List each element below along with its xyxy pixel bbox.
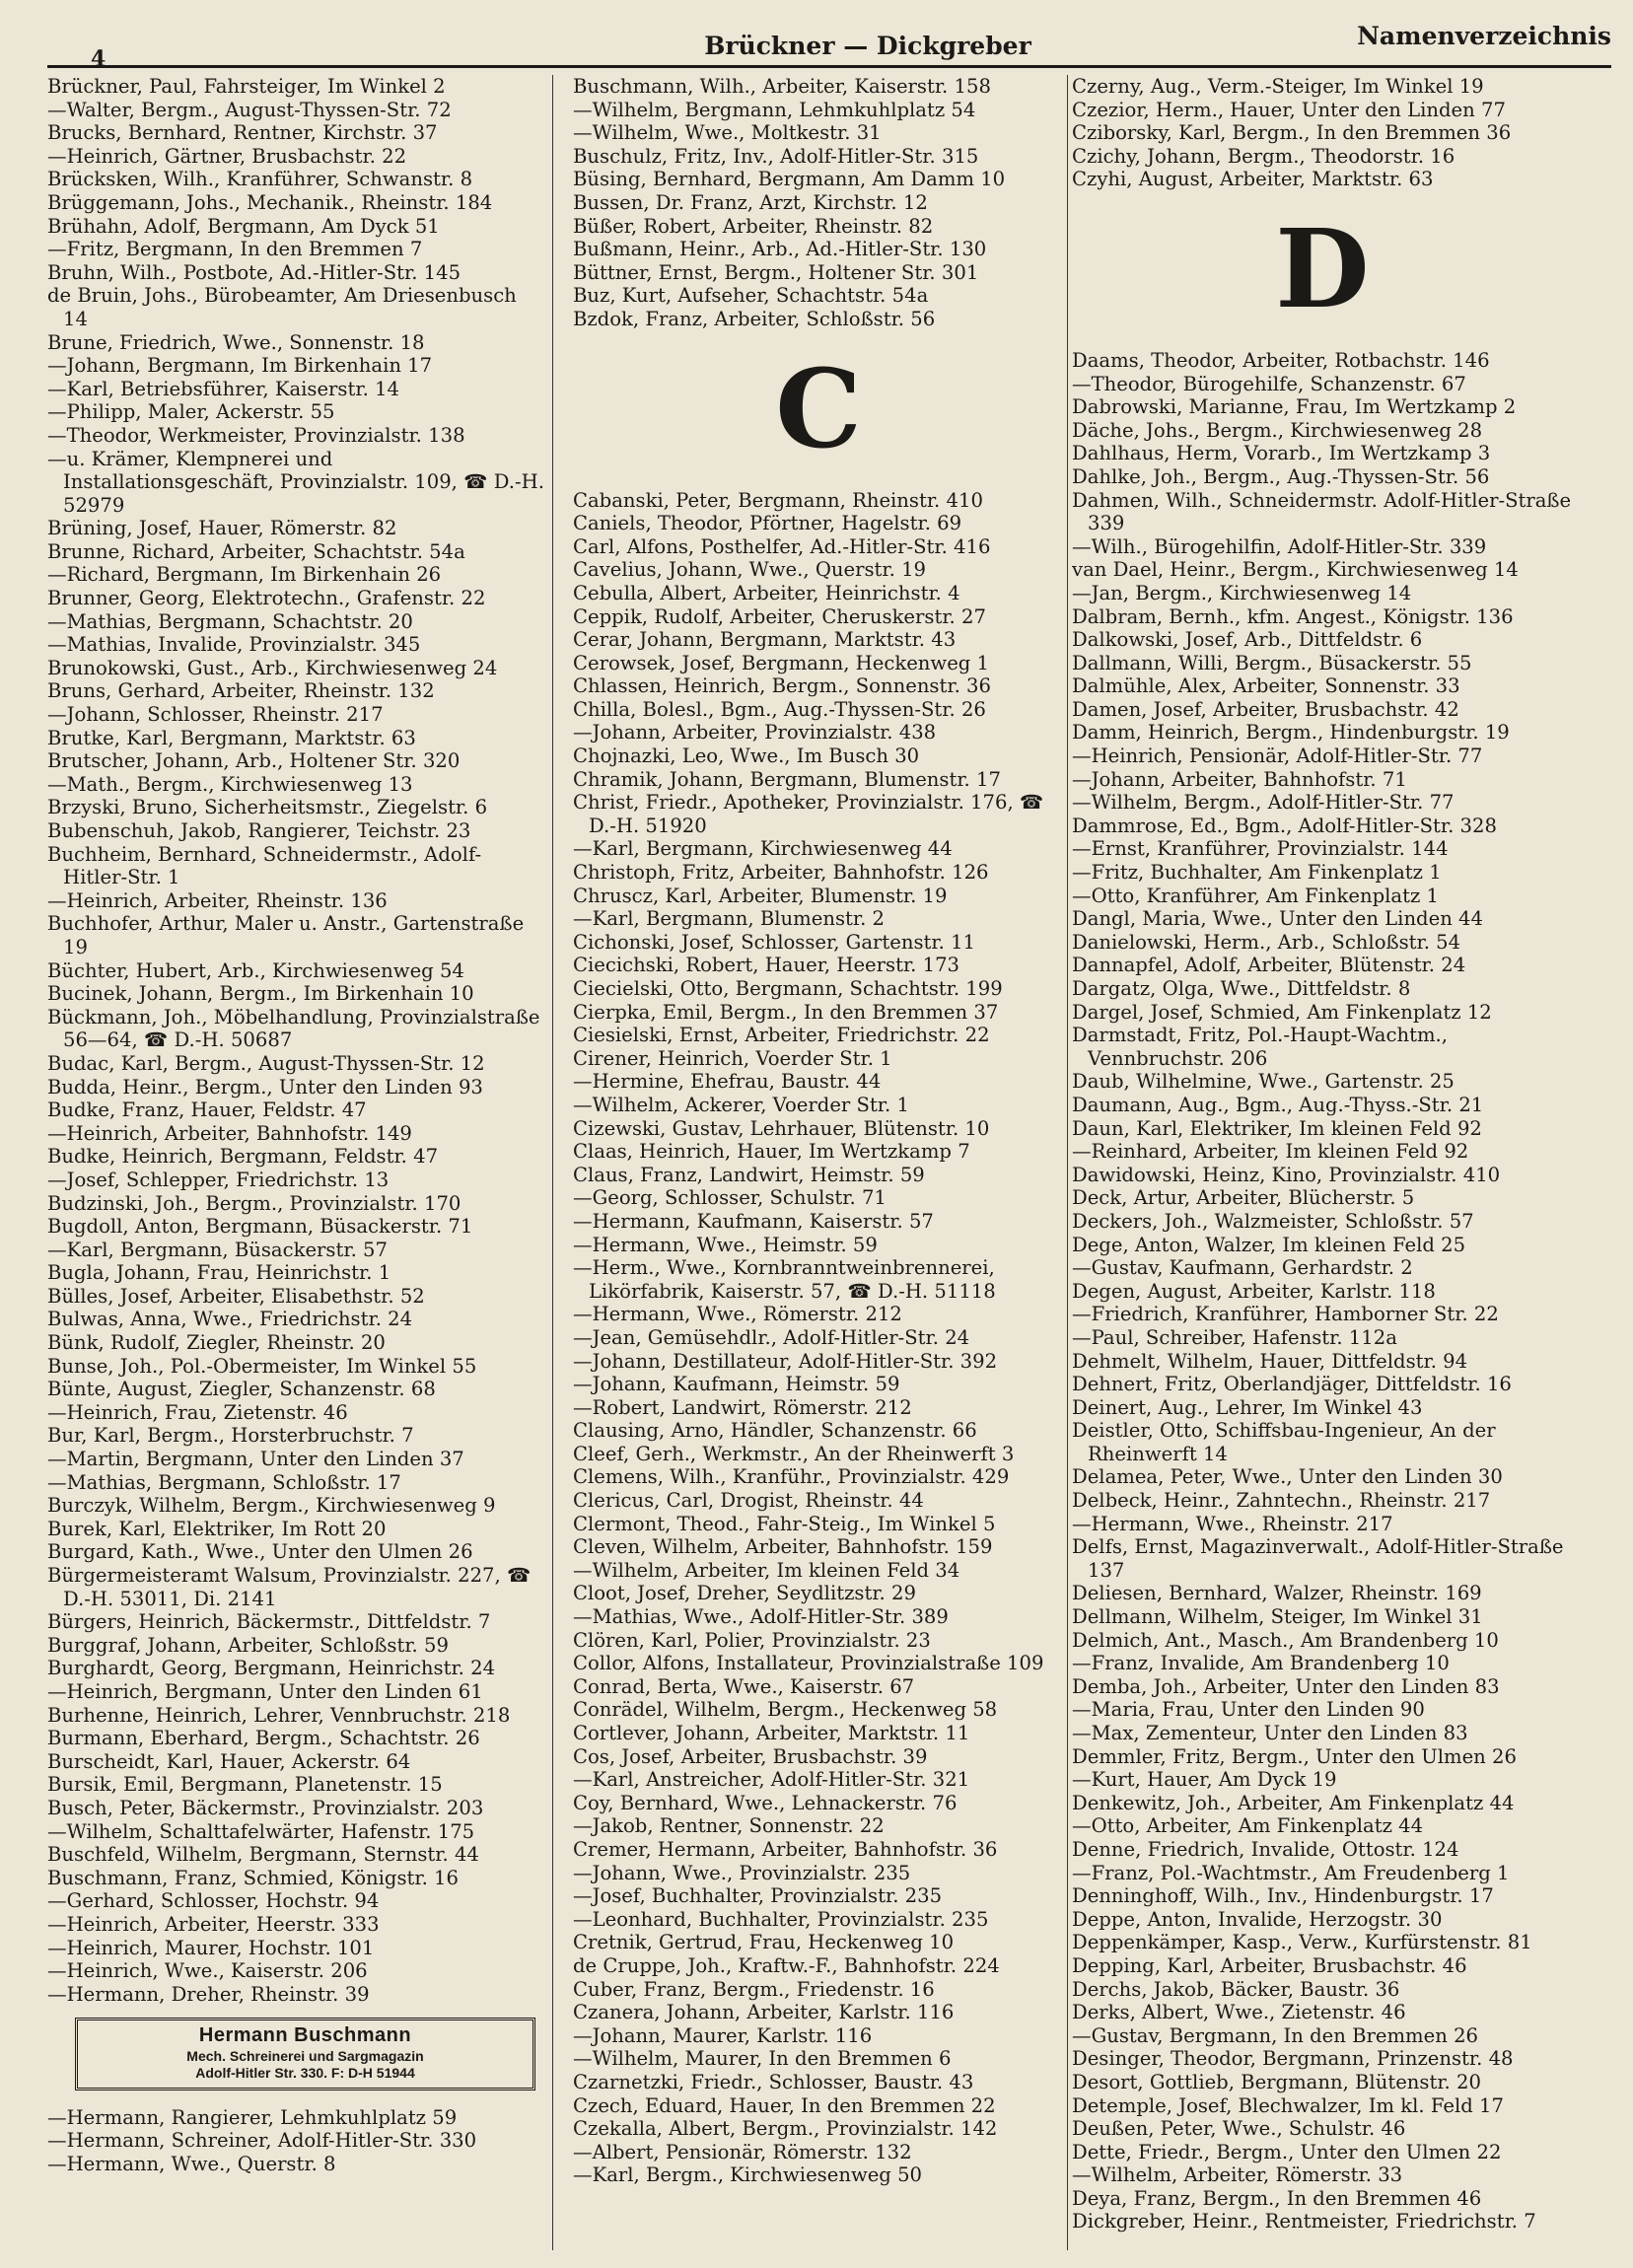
directory-entry: Conrädel, Wilhelm, Bergm., Heckenweg 58 bbox=[573, 1698, 998, 1722]
directory-entry: Clören, Karl, Polier, Provinzialstr. 23 bbox=[573, 1628, 931, 1652]
header-rule bbox=[47, 65, 1611, 68]
directory-entry: —Johann, Kaufmann, Heimstr. 59 bbox=[573, 1373, 900, 1396]
directory-entry: —Johann, Arbeiter, Bahnhofstr. 71 bbox=[1072, 767, 1407, 791]
directory-entry: —Reinhard, Arbeiter, Im kleinen Feld 92 bbox=[1072, 1140, 1469, 1164]
directory-entry: Cizewski, Gustav, Lehrhauer, Blütenstr. 10 bbox=[573, 1116, 990, 1140]
running-head: Brückner — Dickgreber bbox=[704, 32, 1031, 60]
directory-entry: —Johann, Maurer, Karlstr. 116 bbox=[573, 2023, 873, 2047]
directory-entry: Bubenschuh, Jakob, Rangierer, Teichstr. 23 bbox=[47, 819, 471, 842]
directory-entry: Cziborsky, Karl, Bergm., In den Bremmen 36 bbox=[1072, 121, 1512, 145]
section-letter-c: C bbox=[775, 344, 862, 472]
directory-entry: Cortlever, Johann, Arbeiter, Marktstr. 11 bbox=[573, 1722, 970, 1744]
entry-list bbox=[573, 75, 1064, 331]
directory-entry: Brückner, Paul, Fahrsteiger, Im Winkel 2 bbox=[47, 75, 446, 98]
directory-entry: Budac, Karl, Bergm., August-Thyssen-Str. 12 bbox=[47, 1051, 485, 1075]
directory-entry: —Georg, Schlosser, Schulstr. 71 bbox=[573, 1186, 887, 1210]
entry-list bbox=[47, 2106, 545, 2176]
directory-entry: —Albert, Pensionär, Römerstr. 132 bbox=[573, 2140, 912, 2163]
entry-list bbox=[1072, 349, 1573, 2233]
directory-entry: Detemple, Josef, Blechwalzer, Im kl. Feld 17 bbox=[1072, 2093, 1504, 2117]
directory-entry: Claas, Heinrich, Hauer, Im Wertzkamp 7 bbox=[573, 1140, 970, 1164]
directory-entry: Czyhi, August, Arbeiter, Marktstr. 63 bbox=[1072, 168, 1434, 191]
directory-entry: Denne, Friedrich, Invalide, Ottostr. 124 bbox=[1072, 1837, 1459, 1861]
directory-entry: Brühahn, Adolf, Bergmann, Am Dyck 51 bbox=[47, 214, 440, 238]
directory-entry: Czech, Eduard, Hauer, In den Bremmen 22 bbox=[573, 2093, 996, 2117]
directory-entry: Desort, Gottlieb, Bergmann, Blütenstr. 20 bbox=[1072, 2070, 1481, 2093]
directory-entry: van Dael, Heinr., Bergm., Kirchwiesenweg 14 bbox=[1072, 558, 1519, 582]
directory-entry: Demmler, Fritz, Bergm., Unter den Ulmen 26 bbox=[1072, 1744, 1517, 1768]
directory-entry: Brunner, Georg, Elektrotechn., Grafenstr. 22 bbox=[47, 587, 486, 610]
directory-entry: Dege, Anton, Walzer, Im kleinen Feld 25 bbox=[1072, 1233, 1466, 1256]
directory-entry: —Heinrich, Arbeiter, Heerstr. 333 bbox=[47, 1912, 380, 1936]
directory-entry: Büsing, Bernhard, Bergmann, Am Damm 10 bbox=[573, 168, 1006, 191]
directory-entry: Delmich, Ant., Masch., Am Brandenberg 10 bbox=[1072, 1628, 1499, 1652]
directory-entry: Cremer, Hermann, Arbeiter, Bahnhofstr. 36 bbox=[573, 1837, 998, 1861]
directory-entry: Dahlke, Joh., Bergm., Aug.-Thyssen-Str. 56 bbox=[1072, 464, 1490, 488]
directory-entry: Bückmann, Joh., Möbelhandlung, Provinzialstraße 56—64, ☎ D.-H. 50687 bbox=[47, 1005, 540, 1052]
directory-entry: —Walter, Bergm., August-Thyssen-Str. 72 bbox=[47, 98, 452, 121]
directory-entry: Burczyk, Wilhelm, Bergm., Kirchwiesenweg 9 bbox=[47, 1494, 496, 1518]
directory-entry: —Heinrich, Wwe., Kaiserstr. 206 bbox=[47, 1959, 368, 1983]
directory-entry: Bünk, Rudolf, Ziegler, Rheinstr. 20 bbox=[47, 1331, 386, 1355]
directory-entry: Bur, Karl, Bergm., Horsterbruchstr. 7 bbox=[47, 1424, 414, 1448]
directory-entry: Dangl, Maria, Wwe., Unter den Linden 44 bbox=[1072, 907, 1483, 931]
directory-entry: —Theodor, Werkmeister, Provinzialstr. 138 bbox=[47, 423, 465, 447]
directory-entry: Bülles, Josef, Arbeiter, Elisabethstr. 52 bbox=[47, 1284, 425, 1308]
directory-entry: —Maria, Frau, Unter den Linden 90 bbox=[1072, 1698, 1425, 1722]
directory-entry: —Heinrich, Maurer, Hochstr. 101 bbox=[47, 1936, 375, 1959]
directory-entry: Coy, Bernhard, Wwe., Lehnackerstr. 76 bbox=[573, 1791, 958, 1814]
directory-entry: Daub, Wilhelmine, Wwe., Gartenstr. 25 bbox=[1072, 1070, 1455, 1094]
directory-entry: Demba, Joh., Arbeiter, Unter den Linden 83 bbox=[1072, 1674, 1500, 1698]
directory-entry: Büttner, Ernst, Bergm., Holtener Str. 301 bbox=[573, 260, 979, 284]
directory-entry: Cichonski, Josef, Schlosser, Gartenstr. 11 bbox=[573, 930, 976, 954]
directory-entry: —Hermann, Rangierer, Lehmkuhlplatz 59 bbox=[47, 2105, 458, 2129]
column-3 bbox=[1072, 75, 1573, 2264]
directory-entry: Daumann, Aug., Bgm., Aug.-Thyss.-Str. 21 bbox=[1072, 1093, 1484, 1116]
directory-entry: —Wilhelm, Bergmann, Lehmkuhlplatz 54 bbox=[573, 98, 976, 121]
directory-entry: —Mathias, Invalide, Provinzialstr. 345 bbox=[47, 633, 421, 657]
directory-entry: Chojnazki, Leo, Wwe., Im Busch 30 bbox=[573, 744, 920, 768]
directory-entry: —Karl, Bergmann, Kirchwiesenweg 44 bbox=[573, 837, 953, 861]
directory-entry: —Math., Bergm., Kirchwiesenweg 13 bbox=[47, 772, 413, 796]
directory-entry: Bruns, Gerhard, Arbeiter, Rheinstr. 132 bbox=[47, 679, 435, 703]
directory-entry: Brutke, Karl, Bergmann, Marktstr. 63 bbox=[47, 726, 416, 749]
directory-entry: Bzdok, Franz, Arbeiter, Schloßstr. 56 bbox=[573, 307, 936, 330]
directory-entry: —Hermine, Ehefrau, Baustr. 44 bbox=[573, 1070, 882, 1094]
directory-entry: Cierpka, Emil, Bergm., In den Bremmen 37 bbox=[573, 1000, 999, 1024]
directory-entry: Daams, Theodor, Arbeiter, Rotbachstr. 146 bbox=[1072, 348, 1490, 372]
directory-entry: —Martin, Bergmann, Unter den Linden 37 bbox=[47, 1448, 464, 1471]
directory-entry: Dannapfel, Adolf, Arbeiter, Blütenstr. 24 bbox=[1072, 954, 1466, 977]
directory-entry: Brunne, Richard, Arbeiter, Schachtstr. 54a bbox=[47, 539, 465, 563]
directory-entry: —Theodor, Bürogehilfe, Schanzenstr. 67 bbox=[1072, 372, 1466, 395]
directory-entry: Ciesielski, Ernst, Arbeiter, Friedrichstr. 22 bbox=[573, 1024, 990, 1047]
directory-entry: Ciecielski, Otto, Bergmann, Schachtstr. 199 bbox=[573, 977, 1003, 1000]
directory-entry: Dargatz, Olga, Wwe., Dittfeldstr. 8 bbox=[1072, 977, 1411, 1000]
directory-entry: —Gustav, Bergmann, In den Bremmen 26 bbox=[1072, 2023, 1479, 2047]
directory-entry: Czekalla, Albert, Bergm., Provinzialstr. 142 bbox=[573, 2117, 998, 2141]
directory-entry: Budda, Heinr., Bergm., Unter den Linden 93 bbox=[47, 1075, 483, 1099]
directory-entry: Budzinski, Joh., Bergm., Provinzialstr. 170 bbox=[47, 1191, 462, 1215]
column-1 bbox=[47, 75, 545, 2264]
directory-entry: —Josef, Schlepper, Friedrichstr. 13 bbox=[47, 1168, 390, 1191]
directory-entry: Denkewitz, Joh., Arbeiter, Am Finkenplatz 44 bbox=[1072, 1791, 1515, 1814]
directory-entry: Büßer, Robert, Arbeiter, Rheinstr. 82 bbox=[573, 214, 934, 238]
ad-name: Hermann Buschmann bbox=[198, 2024, 412, 2047]
directory-entry: —Karl, Anstreicher, Adolf-Hitler-Str. 321 bbox=[573, 1768, 970, 1792]
directory-entry: —Heinrich, Arbeiter, Bahnhofstr. 149 bbox=[47, 1121, 412, 1145]
directory-entry: Claus, Franz, Landwirt, Heimstr. 59 bbox=[573, 1163, 925, 1186]
directory-entry: Cebulla, Albert, Arbeiter, Heinrichstr. 4 bbox=[573, 581, 960, 604]
directory-entry: —Hermann, Wwe., Rheinstr. 217 bbox=[1072, 1512, 1393, 1535]
directory-entry: Carl, Alfons, Posthelfer, Ad.-Hitler-Str. 416 bbox=[573, 534, 991, 558]
directory-entry: Dallmann, Willi, Bergm., Büsackerstr. 55 bbox=[1072, 651, 1472, 674]
advertisement-box bbox=[75, 2018, 535, 2091]
directory-entry: de Cruppe, Joh., Kraftw.-F., Bahnhofstr. 224 bbox=[573, 1953, 1000, 1977]
directory-entry: Bugla, Johann, Frau, Heinrichstr. 1 bbox=[47, 1261, 391, 1285]
directory-entry: —Josef, Buchhalter, Provinzialstr. 235 bbox=[573, 1884, 943, 1908]
directory-entry: Ciecichski, Robert, Hauer, Heerstr. 173 bbox=[573, 954, 960, 977]
directory-entry: —Hermann, Wwe., Querstr. 8 bbox=[47, 2153, 336, 2176]
directory-entry: Cerar, Johann, Bergmann, Marktstr. 43 bbox=[573, 628, 957, 652]
directory-entry: Danielowski, Herm., Arb., Schloßstr. 54 bbox=[1072, 930, 1461, 954]
directory-entry: Cloot, Josef, Dreher, Seydlitzstr. 29 bbox=[573, 1582, 916, 1605]
column-divider-2 bbox=[1067, 75, 1068, 2250]
directory-entry: Bürgermeisteramt Walsum, Provinzialstr. 227, ☎ D.-H. 53011, Di. 2141 bbox=[47, 1564, 532, 1610]
directory-entry: Christ, Friedr., Apotheker, Provinzialstr. 176, ☎ D.-H. 51920 bbox=[573, 791, 1044, 837]
directory-entry: Cos, Josef, Arbeiter, Brusbachstr. 39 bbox=[573, 1744, 928, 1768]
directory-entry: Brune, Friedrich, Wwe., Sonnenstr. 18 bbox=[47, 330, 425, 354]
directory-entry: —u. Krämer, Klempnerei und Installationsgeschäft, Provinzialstr. 109, ☎ D.-H. 52979 bbox=[47, 447, 544, 517]
directory-entry: Czichy, Johann, Bergm., Theodorstr. 16 bbox=[1072, 144, 1456, 168]
directory-entry: Buschmann, Franz, Schmied, Königstr. 16 bbox=[47, 1866, 459, 1889]
ad-line-2: Adolf-Hitler Str. 330. F: D-H 51944 bbox=[195, 2064, 415, 2081]
directory-entry: Deckers, Joh., Walzmeister, Schloßstr. 57 bbox=[1072, 1209, 1474, 1233]
directory-entry: Ceppik, Rudolf, Arbeiter, Cheruskerstr. 27 bbox=[573, 604, 986, 628]
directory-entry: Clermont, Theod., Fahr-Steig., Im Winkel 5 bbox=[573, 1512, 996, 1535]
directory-entry: —Karl, Bergm., Kirchwiesenweg 50 bbox=[573, 2163, 923, 2187]
directory-entry: —Otto, Arbeiter, Am Finkenplatz 44 bbox=[1072, 1814, 1424, 1838]
directory-entry: —Jean, Gemüsehdlr., Adolf-Hitler-Str. 24 bbox=[573, 1325, 970, 1349]
directory-entry: Burghardt, Georg, Bergmann, Heinrichstr. 24 bbox=[47, 1657, 496, 1680]
directory-entry: Bucinek, Johann, Bergm., Im Birkenhain 10 bbox=[47, 982, 474, 1006]
directory-entry: Czerny, Aug., Verm.-Steiger, Im Winkel 19 bbox=[1072, 75, 1484, 98]
directory-entry: —Franz, Invalide, Am Brandenberg 10 bbox=[1072, 1652, 1450, 1675]
directory-entry: Chlassen, Heinrich, Bergm., Sonnenstr. 36 bbox=[573, 674, 991, 698]
directory-entry: Cavelius, Johann, Wwe., Querstr. 19 bbox=[573, 558, 927, 582]
directory-entry: —Johann, Arbeiter, Provinzialstr. 438 bbox=[573, 721, 937, 744]
directory-entry: Däche, Johs., Bergm., Kirchwiesenweg 28 bbox=[1072, 418, 1483, 442]
directory-entry: Dabrowski, Marianne, Frau, Im Wertzkamp 2 bbox=[1072, 395, 1517, 419]
directory-entry: Busch, Peter, Bäckermstr., Provinzialstr. 203 bbox=[47, 1796, 484, 1819]
directory-entry: Cabanski, Peter, Bergmann, Rheinstr. 410 bbox=[573, 488, 983, 512]
directory-entry: Deppenkämper, Kasp., Verw., Kurfürstenstr. 81 bbox=[1072, 1931, 1532, 1954]
directory-entry: —Hermann, Wwe., Römerstr. 212 bbox=[573, 1303, 902, 1326]
directory-entry: Darmstadt, Fritz, Pol.-Haupt-Wachtm., Vennbruchstr. 206 bbox=[1072, 1024, 1448, 1070]
directory-entry: Cleven, Wilhelm, Arbeiter, Bahnhofstr. 159 bbox=[573, 1535, 993, 1559]
directory-entry: —Heinrich, Frau, Zietenstr. 46 bbox=[47, 1400, 348, 1424]
directory-entry: —Franz, Pol.-Wachtmstr., Am Freudenberg 1 bbox=[1072, 1861, 1510, 1884]
directory-entry: —Johann, Wwe., Provinzialstr. 235 bbox=[573, 1861, 911, 1884]
column-divider-1 bbox=[552, 75, 553, 2250]
directory-entry: —Leonhard, Buchhalter, Provinzialstr. 235 bbox=[573, 1907, 989, 1931]
directory-entry: Dickgreber, Heinr., Rentmeister, Friedrichstr. 7 bbox=[1072, 2210, 1536, 2233]
directory-entry: Christoph, Fritz, Arbeiter, Bahnhofstr. 126 bbox=[573, 861, 989, 885]
directory-entry: Czezior, Herm., Hauer, Unter den Linden 77 bbox=[1072, 98, 1506, 121]
directory-entry: Deußen, Peter, Wwe., Schulstr. 46 bbox=[1072, 2117, 1406, 2141]
directory-entry: —Otto, Kranführer, Am Finkenplatz 1 bbox=[1072, 884, 1439, 907]
directory-entry: Deppe, Anton, Invalide, Herzogstr. 30 bbox=[1072, 1907, 1443, 1931]
directory-entry: —Philipp, Maler, Ackerstr. 55 bbox=[47, 400, 335, 424]
directory-entry: —Richard, Bergmann, Im Birkenhain 26 bbox=[47, 563, 442, 587]
directory-entry: —Heinrich, Bergmann, Unter den Linden 61 bbox=[47, 1679, 483, 1703]
directory-entry: Delamea, Peter, Wwe., Unter den Linden 30 bbox=[1072, 1465, 1503, 1489]
directory-entry: Bursik, Emil, Bergmann, Planetenstr. 15 bbox=[47, 1773, 443, 1797]
directory-entry: Delfs, Ernst, Magazinverwalt., Adolf-Hitler-Straße 137 bbox=[1072, 1535, 1564, 1582]
directory-entry: Brücksken, Wilh., Kranführer, Schwanstr. 8 bbox=[47, 168, 473, 191]
directory-entry: Brüning, Josef, Hauer, Römerstr. 82 bbox=[47, 517, 397, 540]
directory-entry: Cirener, Heinrich, Voerder Str. 1 bbox=[573, 1046, 892, 1070]
directory-entry: Cretnik, Gertrud, Frau, Heckenweg 10 bbox=[573, 1931, 955, 1954]
directory-entry: Clemens, Wilh., Kranführ., Provinzialstr. 429 bbox=[573, 1465, 1010, 1489]
directory-entry: Deliesen, Bernhard, Walzer, Rheinstr. 169 bbox=[1072, 1582, 1482, 1605]
directory-entry: —Gustav, Kaufmann, Gerhardstr. 2 bbox=[1072, 1256, 1413, 1280]
directory-entry: Cuber, Franz, Bergm., Friedenstr. 16 bbox=[573, 1977, 935, 2001]
directory-entry: Dellmann, Wilhelm, Steiger, Im Winkel 31 bbox=[1072, 1605, 1483, 1629]
directory-entry: Budke, Heinrich, Bergmann, Feldstr. 47 bbox=[47, 1145, 439, 1169]
directory-entry: Bussen, Dr. Franz, Arzt, Kirchstr. 12 bbox=[573, 190, 928, 214]
directory-entry: —Wilh., Bürogehilfin, Adolf-Hitler-Str. 339 bbox=[1072, 534, 1487, 558]
directory-entry: —Fritz, Bergmann, In den Bremmen 7 bbox=[47, 238, 423, 261]
entry-list bbox=[47, 75, 545, 2006]
directory-entry: Dargel, Josef, Schmied, Am Finkenplatz 12 bbox=[1072, 1000, 1492, 1024]
section-title: Namenverzeichnis bbox=[1357, 22, 1611, 50]
directory-entry: Brüggemann, Johs., Mechanik., Rheinstr. 184 bbox=[47, 190, 493, 214]
directory-entry: —Friedrich, Kranführer, Hamborner Str. 22 bbox=[1072, 1303, 1499, 1326]
directory-entry: Dehmelt, Wilhelm, Hauer, Dittfeldstr. 94 bbox=[1072, 1349, 1468, 1373]
directory-entry: Collor, Alfons, Installateur, Provinzialstraße 109 bbox=[573, 1652, 1044, 1675]
directory-entry: —Wilhelm, Bergm., Adolf-Hitler-Str. 77 bbox=[1072, 791, 1455, 815]
directory-entry: Buschulz, Fritz, Inv., Adolf-Hitler-Str. 315 bbox=[573, 144, 979, 168]
directory-entry: —Jakob, Rentner, Sonnenstr. 22 bbox=[573, 1814, 885, 1838]
directory-entry: Buschfeld, Wilhelm, Bergmann, Sternstr. 44 bbox=[47, 1843, 479, 1867]
directory-entry: Bußmann, Heinr., Arb., Ad.-Hitler-Str. 130 bbox=[573, 238, 987, 261]
directory-entry: —Hermann, Schreiner, Adolf-Hitler-Str. 330 bbox=[47, 2129, 477, 2153]
directory-entry: Daun, Karl, Elektriker, Im kleinen Feld 92 bbox=[1072, 1116, 1482, 1140]
directory-entry: Deya, Franz, Bergm., In den Bremmen 46 bbox=[1072, 2186, 1482, 2210]
directory-entry: Dahmen, Wilh., Schneidermstr. Adolf-Hitler-Straße 339 bbox=[1072, 488, 1572, 535]
directory-entry: Deck, Artur, Arbeiter, Blücherstr. 5 bbox=[1072, 1186, 1415, 1210]
directory-entry: —Gerhard, Schlosser, Hochstr. 94 bbox=[47, 1889, 380, 1913]
directory-entry: Delbeck, Heinr., Zahntechn., Rheinstr. 217 bbox=[1072, 1489, 1491, 1513]
directory-entry: —Herm., Wwe., Kornbranntweinbrennerei, Likörfabrik, Kaiserstr. 57, ☎ D.-H. 51118 bbox=[573, 1256, 996, 1303]
directory-entry: Conrad, Berta, Wwe., Kaiserstr. 67 bbox=[573, 1674, 915, 1698]
directory-entry: Chruscz, Karl, Arbeiter, Blumenstr. 19 bbox=[573, 884, 948, 907]
page-number: 4 bbox=[91, 46, 106, 72]
directory-entry: —Hermann, Wwe., Heimstr. 59 bbox=[573, 1233, 878, 1256]
directory-entry: —Max, Zementeur, Unter den Linden 83 bbox=[1072, 1722, 1468, 1744]
directory-entry: Clericus, Carl, Drogist, Rheinstr. 44 bbox=[573, 1489, 924, 1513]
directory-entry: Buchheim, Bernhard, Schneidermstr., Adolf-Hitler-Str. 1 bbox=[47, 842, 482, 889]
directory-entry: Deinert, Aug., Lehrer, Im Winkel 43 bbox=[1072, 1395, 1423, 1419]
directory-entry: Bürgers, Heinrich, Bäckermstr., Dittfeldstr. 7 bbox=[47, 1610, 491, 1634]
directory-entry: Cerowsek, Josef, Bergmann, Heckenweg 1 bbox=[573, 651, 990, 674]
directory-entry: —Heinrich, Gärtner, Brusbachstr. 22 bbox=[47, 144, 407, 168]
directory-entry: Brunokowski, Gust., Arb., Kirchwiesenweg 24 bbox=[47, 656, 498, 679]
entry-list bbox=[1072, 75, 1573, 191]
directory-entry: Dahlhaus, Herm, Vorarb., Im Wertzkamp 3 bbox=[1072, 442, 1491, 465]
directory-entry: —Wilhelm, Maurer, In den Bremmen 6 bbox=[573, 2047, 952, 2071]
directory-entry: Bulwas, Anna, Wwe., Friedrichstr. 24 bbox=[47, 1308, 413, 1331]
directory-entry: Chilla, Bolesl., Bgm., Aug.-Thyssen-Str. 26 bbox=[573, 697, 986, 721]
directory-entry: —Johann, Bergmann, Im Birkenhain 17 bbox=[47, 354, 433, 378]
directory-entry: Burscheidt, Karl, Hauer, Ackerstr. 64 bbox=[47, 1749, 411, 1773]
directory-entry: Buz, Kurt, Aufseher, Schachtstr. 54a bbox=[573, 284, 929, 308]
directory-entry: Dette, Friedr., Bergm., Unter den Ulmen 22 bbox=[1072, 2140, 1502, 2163]
directory-entry: Derks, Albert, Wwe., Zietenstr. 46 bbox=[1072, 2001, 1406, 2024]
directory-entry: Caniels, Theodor, Pförtner, Hagelstr. 69 bbox=[573, 512, 962, 535]
directory-entry: —Wilhelm, Arbeiter, Römerstr. 33 bbox=[1072, 2163, 1403, 2187]
directory-entry: —Wilhelm, Schalttafelwärter, Hafenstr. 175 bbox=[47, 1819, 475, 1843]
directory-entry: Dawidowski, Heinz, Kino, Provinzialstr. 410 bbox=[1072, 1163, 1501, 1186]
directory-entry: Desinger, Theodor, Bergmann, Prinzenstr. 48 bbox=[1072, 2047, 1514, 2071]
directory-entry: Czanera, Johann, Arbeiter, Karlstr. 116 bbox=[573, 2001, 955, 2024]
directory-entry: Derchs, Jakob, Bäcker, Baustr. 36 bbox=[1072, 1977, 1400, 2001]
directory-entry: —Ernst, Kranführer, Provinzialstr. 144 bbox=[1072, 837, 1449, 861]
directory-entry: —Karl, Betriebsführer, Kaiserstr. 14 bbox=[47, 377, 399, 400]
directory-entry: Buchhofer, Arthur, Maler u. Anstr., Gartenstraße 19 bbox=[47, 912, 525, 958]
directory-entry: Burggraf, Johann, Arbeiter, Schloßstr. 59 bbox=[47, 1633, 449, 1657]
directory-entry: de Bruin, Johs., Bürobeamter, Am Driesenbusch 14 bbox=[47, 284, 517, 330]
directory-entry: Damm, Heinrich, Bergm., Hindenburgstr. 19 bbox=[1072, 721, 1510, 744]
directory-entry: —Johann, Destillateur, Adolf-Hitler-Str. 392 bbox=[573, 1349, 998, 1373]
directory-entry: Czarnetzki, Friedr., Schlosser, Baustr. 43 bbox=[573, 2070, 974, 2093]
directory-entry: Buschmann, Wilh., Arbeiter, Kaiserstr. 158 bbox=[573, 75, 991, 98]
directory-entry: Chramik, Johann, Bergmann, Blumenstr. 17 bbox=[573, 767, 1001, 791]
directory-entry: Bunse, Joh., Pol.-Obermeister, Im Winkel 55 bbox=[47, 1354, 477, 1378]
directory-entry: —Wilhelm, Wwe., Moltkestr. 31 bbox=[573, 121, 882, 145]
directory-entry: Damen, Josef, Arbeiter, Brusbachstr. 42 bbox=[1072, 697, 1459, 721]
directory-entry: Dalbram, Bernh., kfm. Angest., Königstr. 136 bbox=[1072, 604, 1514, 628]
entry-list bbox=[573, 489, 1064, 2187]
directory-entry: —Hermann, Kaufmann, Kaiserstr. 57 bbox=[573, 1209, 934, 1233]
column-2 bbox=[573, 75, 1064, 2264]
directory-entry: —Hermann, Dreher, Rheinstr. 39 bbox=[47, 1982, 370, 2006]
directory-entry: —Karl, Bergmann, Blumenstr. 2 bbox=[573, 907, 886, 931]
ad-line-1: Mech. Schreinerei und Sargmagazin bbox=[186, 2047, 424, 2064]
directory-entry: Deistler, Otto, Schiffsbau-Ingenieur, An der Rheinwerft 14 bbox=[1072, 1419, 1496, 1465]
directory-entry: —Mathias, Bergmann, Schachtstr. 20 bbox=[47, 609, 413, 633]
directory-entry: Burhenne, Heinrich, Lehrer, Vennbruchstr. 218 bbox=[47, 1703, 511, 1727]
directory-entry: Brutscher, Johann, Arb., Holtener Str. 320 bbox=[47, 749, 461, 773]
directory-entry: —Johann, Schlosser, Rheinstr. 217 bbox=[47, 703, 384, 727]
directory-entry: Dammrose, Ed., Bgm., Adolf-Hitler-Str. 328 bbox=[1072, 814, 1497, 837]
directory-entry: Dehnert, Fritz, Oberlandjäger, Dittfeldstr. 16 bbox=[1072, 1373, 1512, 1396]
directory-entry: Bünte, August, Ziegler, Schanzenstr. 68 bbox=[47, 1378, 436, 1401]
directory-entry: —Wilhelm, Arbeiter, Im kleinen Feld 34 bbox=[573, 1558, 960, 1582]
directory-entry: Depping, Karl, Arbeiter, Brusbachstr. 46 bbox=[1072, 1953, 1467, 1977]
directory-entry: —Robert, Landwirt, Römerstr. 212 bbox=[573, 1395, 912, 1419]
directory-entry: Degen, August, Arbeiter, Karlstr. 118 bbox=[1072, 1279, 1436, 1303]
directory-entry: Denninghoff, Wilh., Inv., Hindenburgstr. 17 bbox=[1072, 1884, 1494, 1908]
directory-entry: —Kurt, Hauer, Am Dyck 19 bbox=[1072, 1768, 1337, 1792]
directory-entry: Burmann, Eberhard, Bergm., Schachtstr. 26 bbox=[47, 1727, 480, 1750]
directory-entry: —Heinrich, Pensionär, Adolf-Hitler-Str. 77 bbox=[1072, 744, 1483, 768]
directory-entry: Brucks, Bernhard, Rentner, Kirchstr. 37 bbox=[47, 121, 438, 145]
directory-entry: Cleef, Gerh., Werkmstr., An der Rheinwerft 3 bbox=[573, 1442, 1015, 1465]
directory-entry: Brzyski, Bruno, Sicherheitsmstr., Ziegelstr. 6 bbox=[47, 796, 488, 819]
directory-entry: —Fritz, Buchhalter, Am Finkenplatz 1 bbox=[1072, 861, 1442, 885]
directory-entry: Budke, Franz, Hauer, Feldstr. 47 bbox=[47, 1099, 367, 1122]
directory-entry: Bruhn, Wilh., Postbote, Ad.-Hitler-Str. 145 bbox=[47, 260, 462, 284]
directory-entry: Burgard, Kath., Wwe., Unter den Ulmen 26 bbox=[47, 1540, 473, 1564]
directory-entry: Clausing, Arno, Händler, Schanzenstr. 66 bbox=[573, 1419, 977, 1443]
directory-entry: Dalkowski, Josef, Arb., Dittfeldstr. 6 bbox=[1072, 628, 1423, 652]
directory-entry: Bugdoll, Anton, Bergmann, Büsackerstr. 71 bbox=[47, 1215, 473, 1239]
directory-entry: —Paul, Schreiber, Hafenstr. 112a bbox=[1072, 1325, 1397, 1349]
directory-entry: Burek, Karl, Elektriker, Im Rott 20 bbox=[47, 1517, 387, 1540]
directory-entry: Büchter, Hubert, Arb., Kirchwiesenweg 54 bbox=[47, 958, 464, 982]
directory-entry: —Mathias, Wwe., Adolf-Hitler-Str. 389 bbox=[573, 1605, 949, 1629]
directory-entry: —Wilhelm, Ackerer, Voerder Str. 1 bbox=[573, 1093, 909, 1116]
directory-entry: Dalmühle, Alex, Arbeiter, Sonnenstr. 33 bbox=[1072, 674, 1460, 698]
section-letter-d: D bbox=[1275, 204, 1370, 332]
directory-entry: —Jan, Bergm., Kirchwiesenweg 14 bbox=[1072, 581, 1412, 604]
directory-entry: —Heinrich, Arbeiter, Rheinstr. 136 bbox=[47, 888, 388, 912]
directory-entry: —Karl, Bergmann, Büsackerstr. 57 bbox=[47, 1238, 388, 1261]
directory-entry: —Mathias, Bergmann, Schloßstr. 17 bbox=[47, 1470, 401, 1494]
